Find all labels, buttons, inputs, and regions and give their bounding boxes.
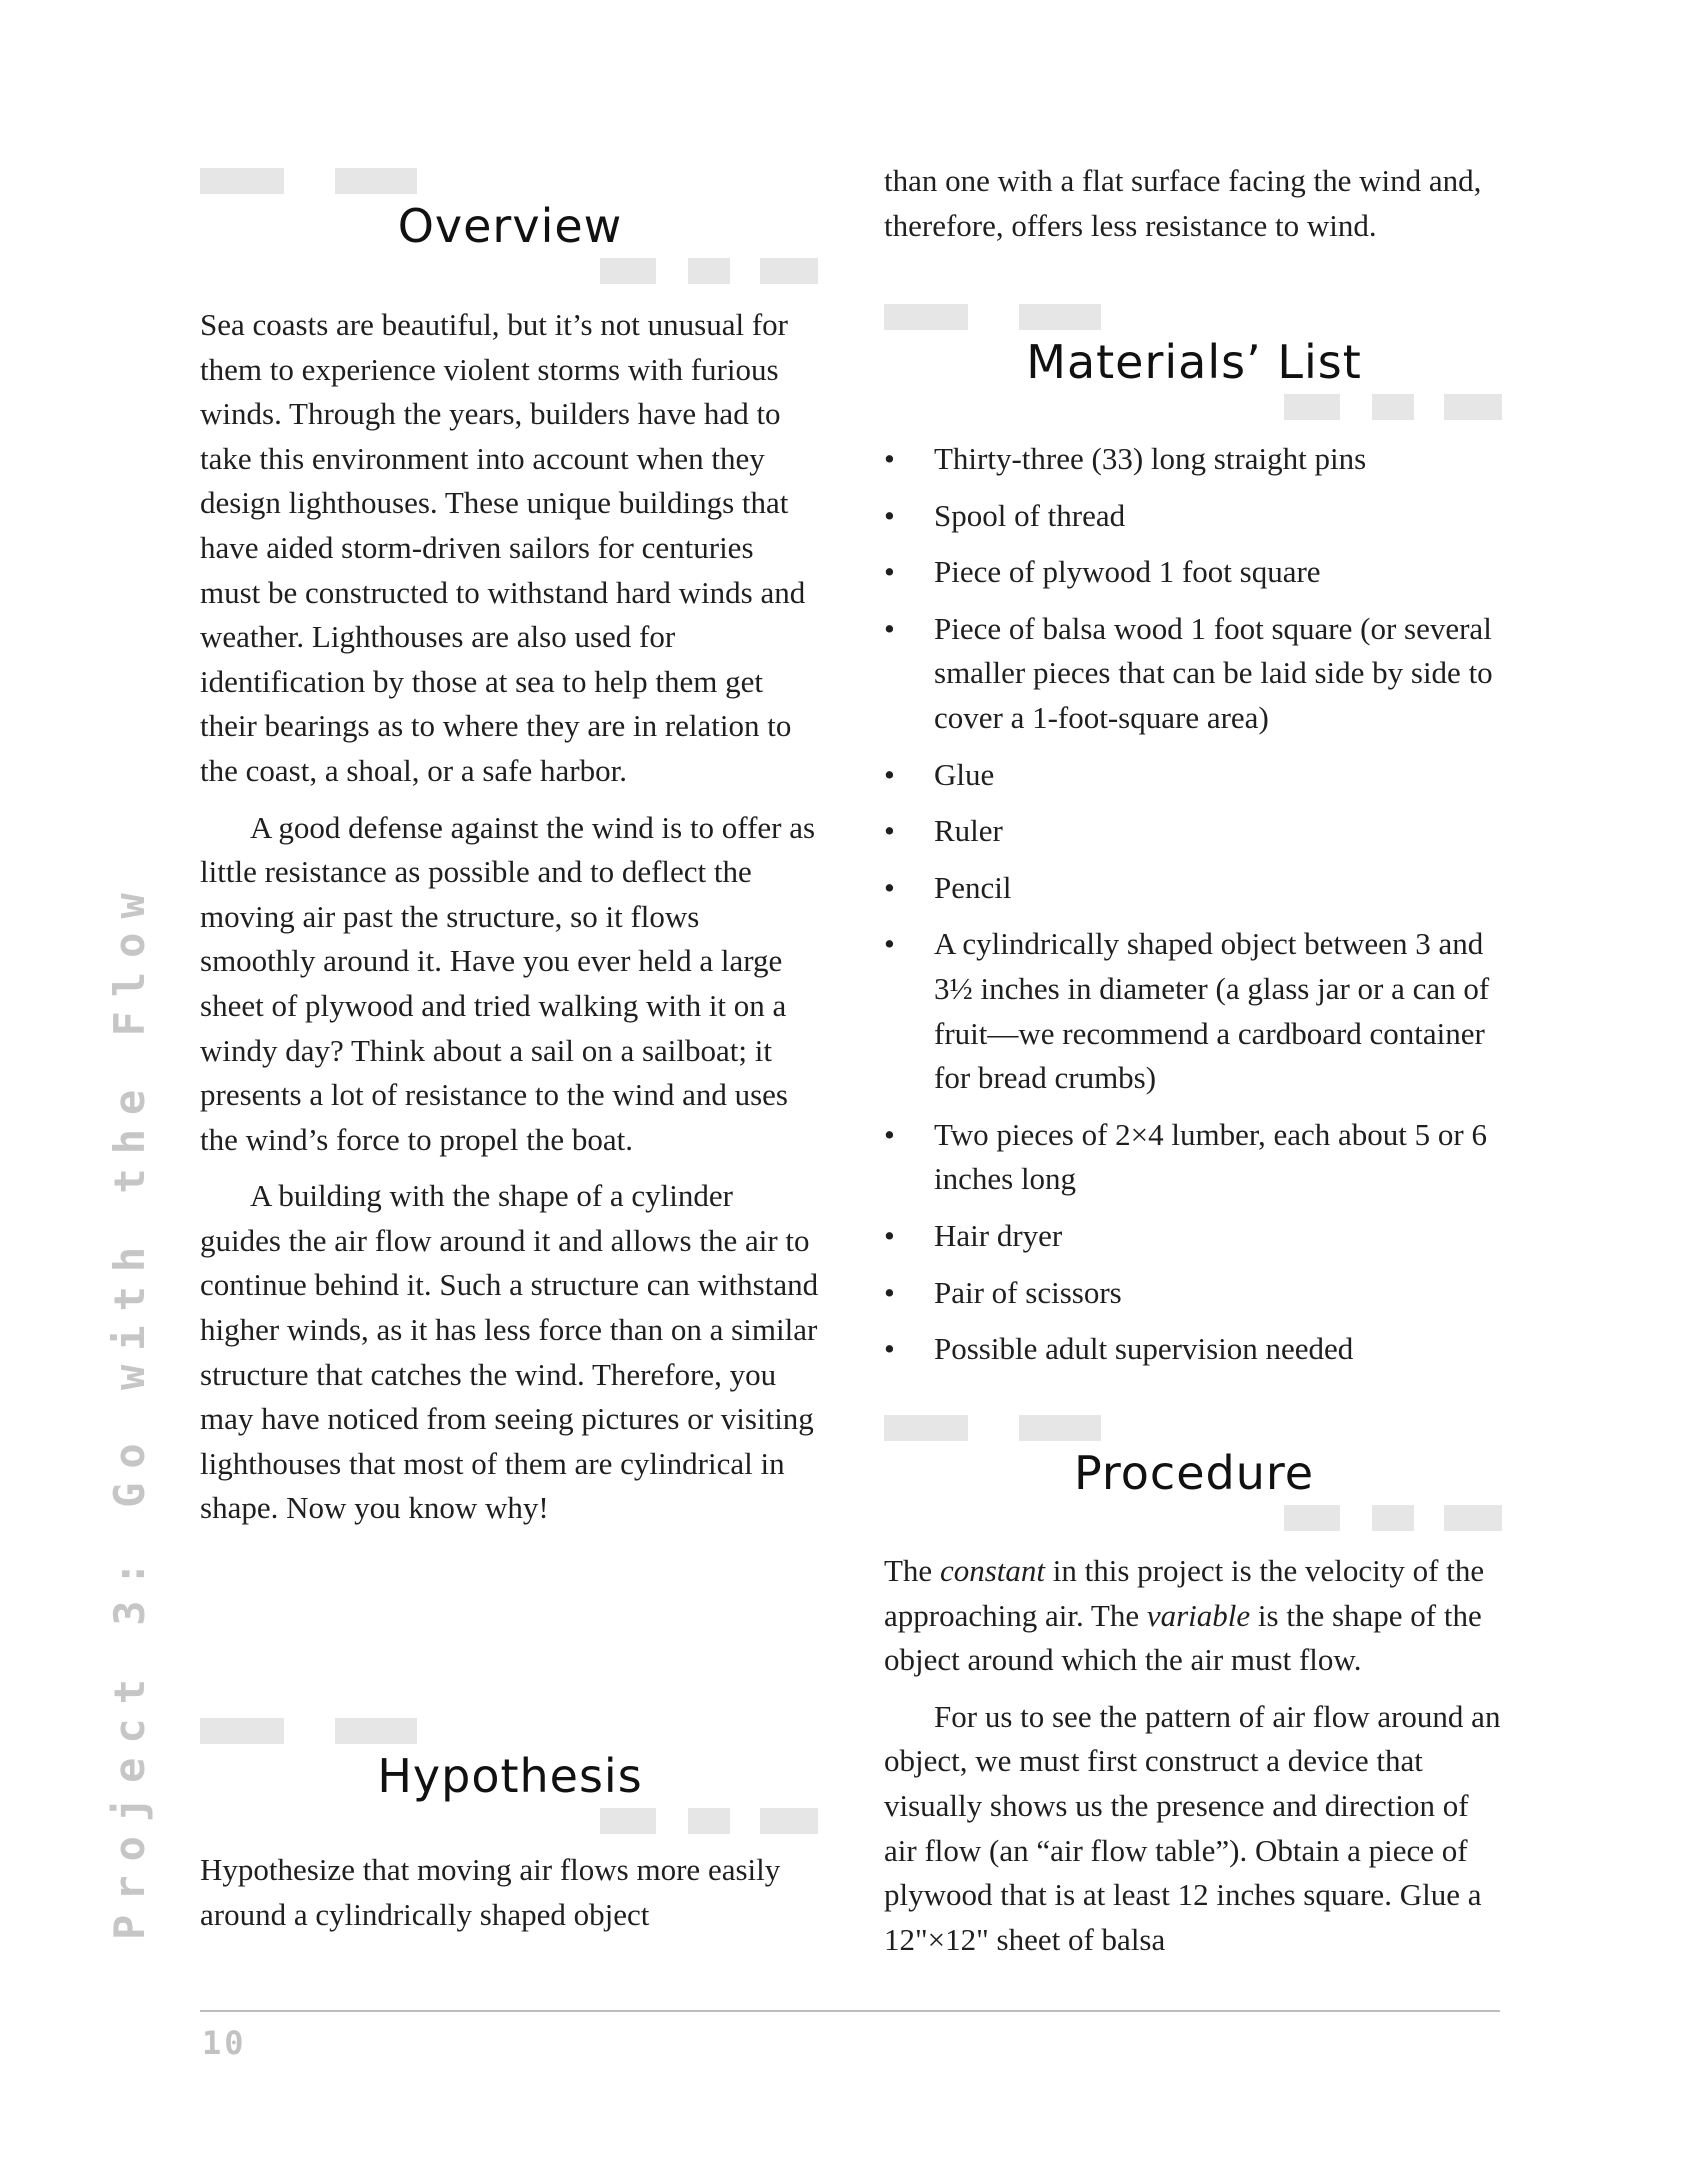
procedure-title: Procedure xyxy=(1073,1446,1315,1500)
list-item-text: Spool of thread xyxy=(934,497,1126,533)
list-item-text: Piece of balsa wood 1 foot square (or several smaller pieces that can be laid side by side to cover a 1-foot-square area) xyxy=(934,610,1493,735)
procedure-text: in this project is the velocity of the approaching air. The xyxy=(884,1553,1485,1633)
procedure-text: The xyxy=(884,1553,940,1588)
heading-decoration xyxy=(884,304,968,330)
overview-title: Overview xyxy=(397,199,623,253)
list-item-text: Piece of plywood 1 foot square xyxy=(934,554,1321,590)
hypothesis-continued xyxy=(884,159,1504,260)
list-item-text: Glue xyxy=(934,756,995,792)
overview-paragraph: A good defense against the wind is to offer as little resistance as possible and to deflect the moving air past the structure, so it flows smoothly around it. Have you ever held a large sheet of plywood and tried walking with it on a windy day? Think about a sail on a sailboat; it presents a lot of resistance to the wind and uses the wind’s force to propel the boat. xyxy=(200,809,816,1157)
heading-decoration xyxy=(600,258,656,284)
bullet-glyph: • xyxy=(884,813,895,849)
bullet-glyph: • xyxy=(884,869,895,905)
heading-decoration xyxy=(1019,304,1101,330)
list-item-text: Possible adult supervision needed xyxy=(934,1331,1354,1367)
overview-body xyxy=(200,303,820,1543)
heading-decoration xyxy=(1372,1505,1414,1531)
heading-decoration xyxy=(1372,394,1414,420)
materials-title: Materials’ List xyxy=(1026,335,1362,389)
hypothesis-text: Hypothesize that moving air flows more easily around a cylindrically shaped object xyxy=(200,1852,781,1932)
materials-heading xyxy=(884,304,1504,414)
list-item xyxy=(884,1327,1504,1372)
list-item xyxy=(884,607,1504,741)
materials-body xyxy=(884,437,1504,1384)
heading-decoration xyxy=(688,1808,730,1834)
list-item-text: A cylindrically shaped object between 3 and 3½ inches in diameter (a glass jar or a can of fruit—we recommend a cardboard container for bread crumbs) xyxy=(934,926,1490,1096)
footer-rule xyxy=(200,2010,1500,2012)
heading-decoration xyxy=(1284,1505,1340,1531)
heading-decoration xyxy=(1444,394,1502,420)
heading-decoration xyxy=(688,258,730,284)
heading-decoration xyxy=(200,1718,284,1744)
list-item xyxy=(884,866,1504,911)
hypothesis-text-continued: than one with a flat surface facing the wind and, therefore, offers less resistance to wind. xyxy=(884,163,1482,243)
procedure-body xyxy=(884,1549,1504,1974)
hypothesis-body xyxy=(200,1848,820,1949)
list-item xyxy=(884,494,1504,539)
bullet-glyph: • xyxy=(884,1116,895,1152)
bullet-glyph: • xyxy=(884,554,895,590)
side-label-text: Project 3: Go with the Flow xyxy=(105,879,154,1940)
procedure-paragraph: For us to see the pattern of air flow around an object, we must first construct a device that visually shows us the presence and direction of air flow (an “air flow table”). Obtain a piece of plywood that is at least 12 inches square. Glue a 12"×12" sheet of balsa xyxy=(884,1698,1501,1957)
heading-decoration xyxy=(760,1808,818,1834)
procedure-heading xyxy=(884,1415,1504,1525)
heading-decoration xyxy=(1019,1415,1101,1441)
constant-term: constant xyxy=(939,1553,1046,1588)
materials-list xyxy=(884,437,1504,1372)
heading-decoration xyxy=(1284,394,1340,420)
heading-decoration xyxy=(335,168,417,194)
list-item xyxy=(884,809,1504,854)
bullet-glyph: • xyxy=(884,756,895,792)
list-item xyxy=(884,1271,1504,1316)
list-item-text: Two pieces of 2×4 lumber, each about 5 or 6 inches long xyxy=(934,1116,1487,1197)
procedure-text: is the shape of the object around which the air must flow. xyxy=(884,1597,1482,1678)
bullet-glyph: • xyxy=(884,926,895,962)
list-item-text: Ruler xyxy=(934,813,1003,849)
bullet-glyph: • xyxy=(884,441,895,476)
variable-term: variable xyxy=(1146,1597,1251,1633)
list-item xyxy=(884,922,1504,1100)
list-item xyxy=(884,437,1504,482)
bullet-glyph: • xyxy=(884,1331,895,1367)
procedure-paragraph xyxy=(884,1549,1504,1683)
hypothesis-heading xyxy=(200,1718,820,1828)
list-item xyxy=(884,1214,1504,1259)
heading-decoration xyxy=(760,258,818,284)
hypothesis-title: Hypothesis xyxy=(377,1749,643,1803)
page-number: 10 xyxy=(202,2024,247,2062)
overview-heading xyxy=(200,168,820,278)
heading-decoration xyxy=(884,1415,968,1441)
heading-decoration xyxy=(600,1808,656,1834)
list-item-text: Pencil xyxy=(934,869,1012,905)
bullet-glyph: • xyxy=(884,1274,895,1310)
heading-decoration xyxy=(335,1718,417,1744)
overview-paragraph: Sea coasts are beautiful, but it’s not unusual for them to experience violent storms with furious winds. Through the years, builders have had to take this environment into account when they design lighthouses. These unique buildings that have aided storm-driven sailors for centuries must be constructed to withstand hard winds and weather. Lighthouses are also used for identification by those at sea to help them get their bearings as to where they are in relation to the coast, a shoal, or a safe harbor. xyxy=(200,307,806,788)
bullet-glyph: • xyxy=(884,610,895,646)
bullet-glyph: • xyxy=(884,497,895,533)
list-item-text: Thirty-three (33) long straight pins xyxy=(934,441,1367,476)
list-item xyxy=(884,753,1504,798)
list-item xyxy=(884,550,1504,595)
list-item-text: Pair of scissors xyxy=(934,1274,1122,1310)
overview-paragraph: A building with the shape of a cylinder guides the air flow around it and allows the air to continue behind it. Such a structure can withstand higher winds, as it has less force than on a similar structure that catches the wind. Therefore, you may have noticed from seeing pictures or visiting lighthouses that most of them are cylindrical in shape. Now you know why! xyxy=(200,1178,819,1526)
list-item-text: Hair dryer xyxy=(934,1217,1063,1253)
heading-decoration xyxy=(200,168,284,194)
list-item xyxy=(884,1113,1504,1202)
heading-decoration xyxy=(1444,1505,1502,1531)
bullet-glyph: • xyxy=(884,1217,895,1253)
